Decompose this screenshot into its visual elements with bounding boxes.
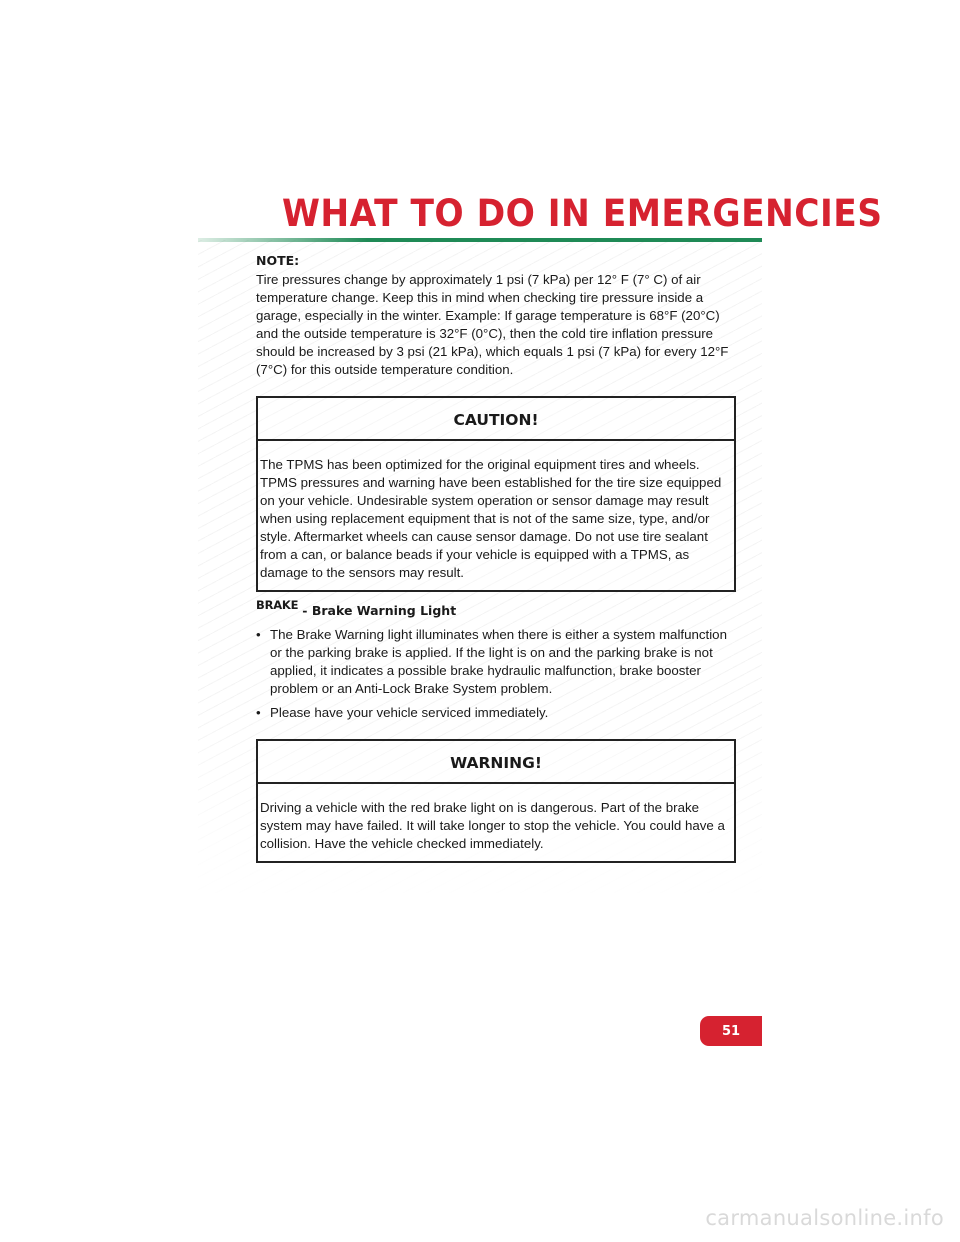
caution-title: CAUTION! xyxy=(258,398,734,441)
page-number-badge: 51 xyxy=(700,1016,762,1046)
page-content xyxy=(256,252,736,863)
warning-text: Driving a vehicle with the red brake light on is dangerous. Part of the brake system may have failed. It will take longer to stop the vehicle. You could have a collision. Have the vehicle checked immediately. xyxy=(260,800,725,851)
list-item: • The Brake Warning light illuminates when there is either a system malfunction or the parking brake is applied. If the light is on and the parking brake is not applied, it indicates a possible brake hydraulic malfunction, brake booster problem or an Anti-Lock Brake System problem. xyxy=(256,626,736,698)
brake-warning-heading xyxy=(256,598,736,620)
note-label: NOTE: xyxy=(256,253,300,268)
caution-box xyxy=(256,396,736,592)
brake-warning-icon: BRAKE xyxy=(256,598,299,612)
warning-title: WARNING! xyxy=(258,741,734,784)
caution-text: The TPMS has been optimized for the original equipment tires and wheels. TPMS pressures and warning have been established for the tire size equipped on your vehicle. Undesirable system operation or sensor damage may result when using replacement equipment that is not of the same size, type, and/or style. Aftermarket wheels can cause sensor damage. Do not use tire sealant from a can, or balance beads if your vehicle is equipped with a TPMS, as damage to the sensors may result. xyxy=(260,457,722,580)
brake-warning-title: - Brake Warning Light xyxy=(302,603,457,618)
section-title: WHAT TO DO IN EMERGENCIES xyxy=(282,192,883,235)
list-item: • Please have your vehicle serviced immediately. xyxy=(256,704,736,722)
watermark-text: carmanualsonline.info xyxy=(705,1206,944,1230)
brake-bullet-list xyxy=(256,626,736,722)
header-divider xyxy=(198,238,762,242)
warning-box xyxy=(256,739,736,863)
note-text: Tire pressures change by approximately 1 psi (7 kPa) per 12° F (7° C) of air temperature change. Keep this in mind when checking tire pressure inside a garage, especially in the winter. Example: If garage temperature is 68°F (20°C) and the outside temperature is 32°F (0°C), then the cold tire inflation pressure should be increased by 3 psi (21 kPa), which equals 1 psi (7 kPa) for every 12°F (7°C) for this outside temperature condition. xyxy=(256,272,729,377)
